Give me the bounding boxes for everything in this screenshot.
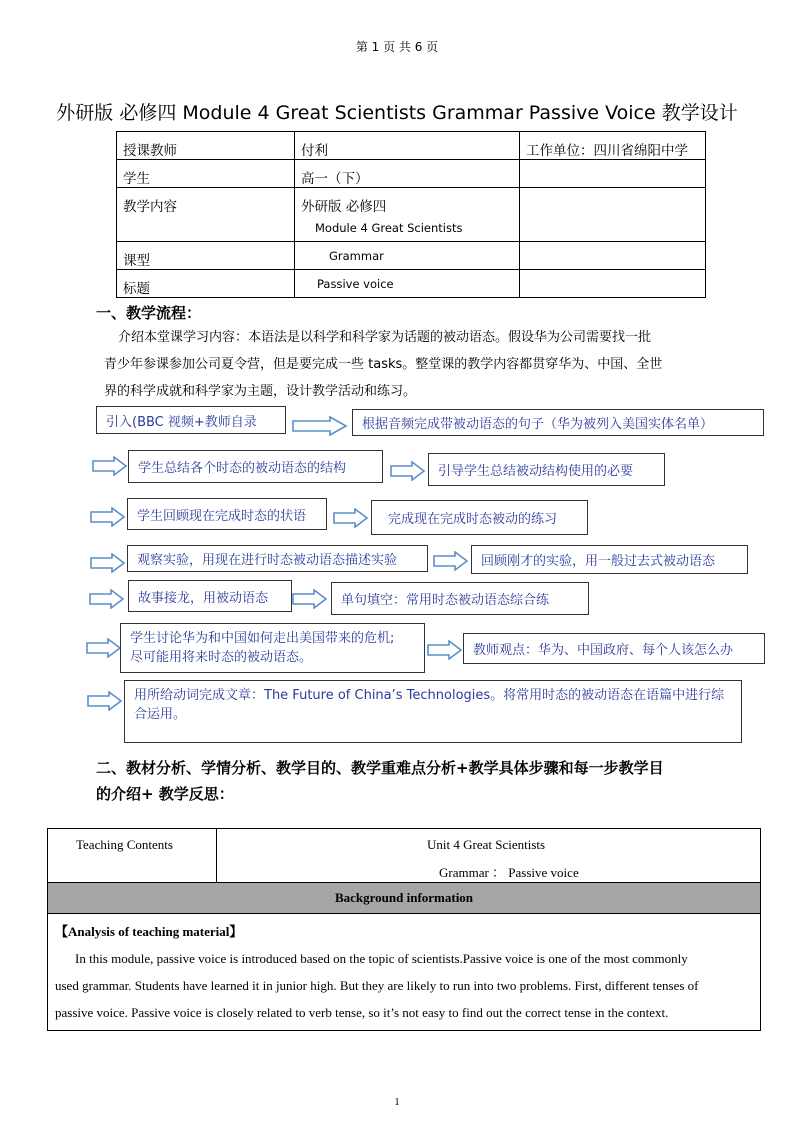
section2-heading-line1: 二、教材分析、学情分析、教学目的、教学重难点分析+教学具体步骤和每一步教学目 xyxy=(96,759,664,777)
intro-paragraph xyxy=(104,324,724,405)
info-table xyxy=(116,131,706,298)
flow-arrow-icon xyxy=(292,589,328,609)
teacher-label: 授课教师 xyxy=(117,132,295,160)
discussion-line1: 学生讨论华为和中国如何走出美国带来的危机; xyxy=(130,631,395,646)
discussion-line2: 尽可能用将来时态的被动语态。 xyxy=(130,650,313,665)
content-value-line2: Module 4 Great Scientists xyxy=(315,221,463,235)
flow-arrow-icon xyxy=(427,640,463,660)
flow-step-intro: 引入(BBC 视频+教师自录 xyxy=(96,406,286,434)
content-value-line1: 外研版 必修四 xyxy=(301,199,387,215)
analysis-line2: used grammar. Students have learned it in junior high. But they are likely to run into two problems. First, different tenses of xyxy=(55,978,699,993)
flow-arrow-icon xyxy=(89,589,125,609)
content-value xyxy=(295,188,520,242)
page-number: 1 xyxy=(394,1096,400,1108)
page-header: 第 1 页 共 6 页 xyxy=(355,40,439,54)
flow-step-cloze-passage xyxy=(124,680,742,743)
document-title: 外研版 必修四 Module 4 Great Scientists Grammar Passive Voice 教学设计 xyxy=(56,102,738,124)
flow-step-experiment: 观察实验，用现在进行时态被动语态描述实验 xyxy=(127,545,428,572)
empty-cell xyxy=(520,188,706,242)
analysis-heading: 【Analysis of teaching material】 xyxy=(55,924,243,939)
topic-label: 标题 xyxy=(117,270,295,298)
flow-arrow-icon xyxy=(433,551,469,571)
type-label: 课型 xyxy=(117,242,295,270)
student-label: 学生 xyxy=(117,160,295,188)
flow-arrow-icon xyxy=(87,691,123,711)
empty-cell xyxy=(520,270,706,298)
work-unit: 工作单位：四川省绵阳中学 xyxy=(520,132,706,160)
flow-arrow-icon xyxy=(333,508,369,528)
student-value: 高一（下） xyxy=(295,160,520,188)
analysis-cell xyxy=(48,914,761,1031)
flow-step-fill-blank: 单句填空：常用时态被动语态综合练 xyxy=(331,582,589,615)
empty-cell xyxy=(520,242,706,270)
flow-step-audio: 根据音频完成带被动语态的句子（华为被列入美国实体名单） xyxy=(352,409,764,436)
section2-heading-line2: 的介绍+ 教学反思： xyxy=(96,785,234,803)
empty-cell xyxy=(520,160,706,188)
flow-step-discussion xyxy=(120,623,425,673)
topic-value: Passive voice xyxy=(295,270,520,298)
grammar-title: Grammar ： Passive voice xyxy=(439,865,579,880)
flow-arrow-icon xyxy=(90,553,126,573)
flow-step-review-adverbials: 学生回顾现在完成时态的状语 xyxy=(127,498,327,530)
teaching-contents-value xyxy=(217,829,761,883)
flow-step-teacher-view: 教师观点：华为、中国政府、每个人该怎么办 xyxy=(463,633,765,664)
cloze-line2: 合运用。 xyxy=(134,707,187,722)
flow-arrow-icon xyxy=(90,507,126,527)
analysis-line1: In this module, passive voice is introduced based on the topic of scientists.Passive voice is one of the most commonly xyxy=(75,951,688,966)
flow-arrow-icon xyxy=(292,416,348,436)
analysis-line3: passive voice. Passive voice is closely related to verb tense, so it’s not easy to find out the correct tense in the context. xyxy=(55,1005,669,1020)
teaching-contents-label: Teaching Contents xyxy=(48,829,217,883)
unit-title: Unit 4 Great Scientists xyxy=(427,837,546,852)
flow-arrow-icon xyxy=(390,461,426,481)
cloze-line1: 用所给动词完成文章：The Future of China’s Technologies。将常用时态的被动语态在语篇中进行综 xyxy=(134,688,725,703)
flow-step-summarize-structure: 学生总结各个时态的被动语态的结构 xyxy=(128,450,383,483)
section1-heading: 一、教学流程： xyxy=(96,304,202,322)
flow-step-story-chain: 故事接龙，用被动语态 xyxy=(128,580,292,612)
flow-arrow-icon xyxy=(92,456,128,476)
intro-line3: 界的科学成就和科学家为主题，设计教学活动和练习。 xyxy=(104,384,417,399)
flow-arrow-icon xyxy=(86,638,122,658)
type-value: Grammar xyxy=(295,242,520,270)
flow-step-present-perfect-exercise: 完成现在完成时态被动的练习 xyxy=(371,500,588,535)
content-label: 教学内容 xyxy=(117,188,295,242)
flow-step-past-passive: 回顾刚才的实验，用一般过去式被动语态 xyxy=(471,545,748,574)
teaching-contents-table xyxy=(47,828,761,1031)
flow-step-necessity: 引导学生总结被动结构使用的必要 xyxy=(428,453,665,486)
intro-line2: 青少年参课参加公司夏令营，但是要完成一些 tasks。整堂课的教学内容都贯穿华为、中国、全世 xyxy=(104,357,663,372)
teacher-value: 付利 xyxy=(295,132,520,160)
section2-heading xyxy=(96,755,664,807)
intro-line1: 介绍本堂课学习内容：本语法是以科学和科学家为话题的被动语态。假设华为公司需要找一批 xyxy=(118,330,652,345)
background-info-header: Background information xyxy=(48,883,761,914)
